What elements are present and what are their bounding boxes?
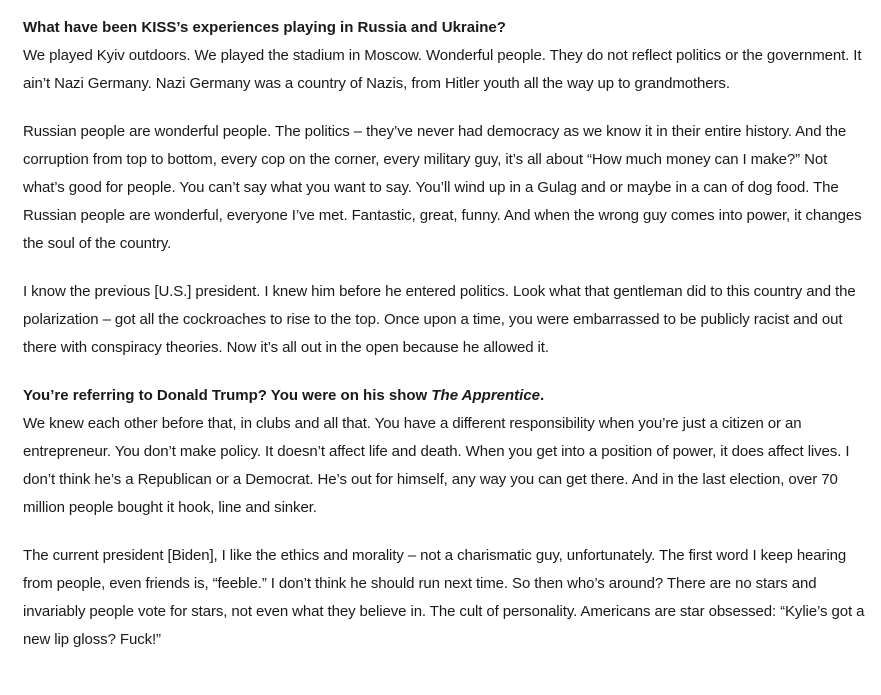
question-punctuation: . bbox=[540, 387, 545, 404]
answer-paragraph: We knew each other before that, in clubs and all that. You have a different responsibility when you’re just a citizen or an entrepreneur. You don’t make policy. It doesn’t affect life and death. When you get into a position of power, it does affect lives. I don’t think he’s a Republican or a Democrat. He’s out for himself, any way you can get there. And in the last election, over 70 million people bought it hook, line and sinker. bbox=[23, 415, 850, 516]
interview-question: What have been KISS’s experiences playing in Russia and Ukraine? bbox=[23, 19, 506, 36]
show-title: The Apprentice bbox=[431, 387, 541, 404]
paragraph-spacer bbox=[23, 522, 865, 542]
paragraph-spacer bbox=[23, 258, 865, 278]
answer-paragraph: The current president [Biden], I like the ethics and morality – not a charismatic guy, unfortunately. The first word I keep hearing from people, even friends is, “feeble.” I don’t think he should run next time. So then who’s around? There are no stars and invariably people vote for stars, not even what they believe in. The cult of personality. Americans are star obsessed: “Kylie’s got a new lip gloss? Fuck!” bbox=[23, 547, 865, 648]
answer-paragraph: I know the previous [U.S.] president. I knew him before he entered politics. Look what that gentleman did to this country and the polarization – got all the cockroaches to rise to the top. Once upon a time, you were embarrassed to be publicly racist and out there with conspiracy theories. Now it’s all out in the open because he allowed it. bbox=[23, 283, 856, 356]
question-text: You’re referring to Donald Trump? You were on his show bbox=[23, 387, 432, 404]
paragraph-spacer bbox=[23, 98, 865, 118]
interview-question bbox=[23, 382, 865, 410]
answer-paragraph: We played Kyiv outdoors. We played the stadium in Moscow. Wonderful people. They do not reflect politics or the government. It ain’t Nazi Germany. Nazi Germany was a country of Nazis, from Hitler youth all the way up to grandmothers. bbox=[23, 47, 862, 92]
paragraph-spacer bbox=[23, 362, 865, 382]
answer-paragraph: Russian people are wonderful people. The politics – they’ve never had democracy as we know it in their entire history. And the corruption from top to bottom, every cop on the corner, every military guy, it’s all about “How much money can I make?” Not what’s good for people. You can’t say what you want to say. You’ll wind up in a Gulag and or maybe in a can of dog food. The Russian people are wonderful, everyone I’ve met. Fantastic, great, funny. And when the wrong guy comes into power, it changes the soul of the country. bbox=[23, 123, 862, 252]
